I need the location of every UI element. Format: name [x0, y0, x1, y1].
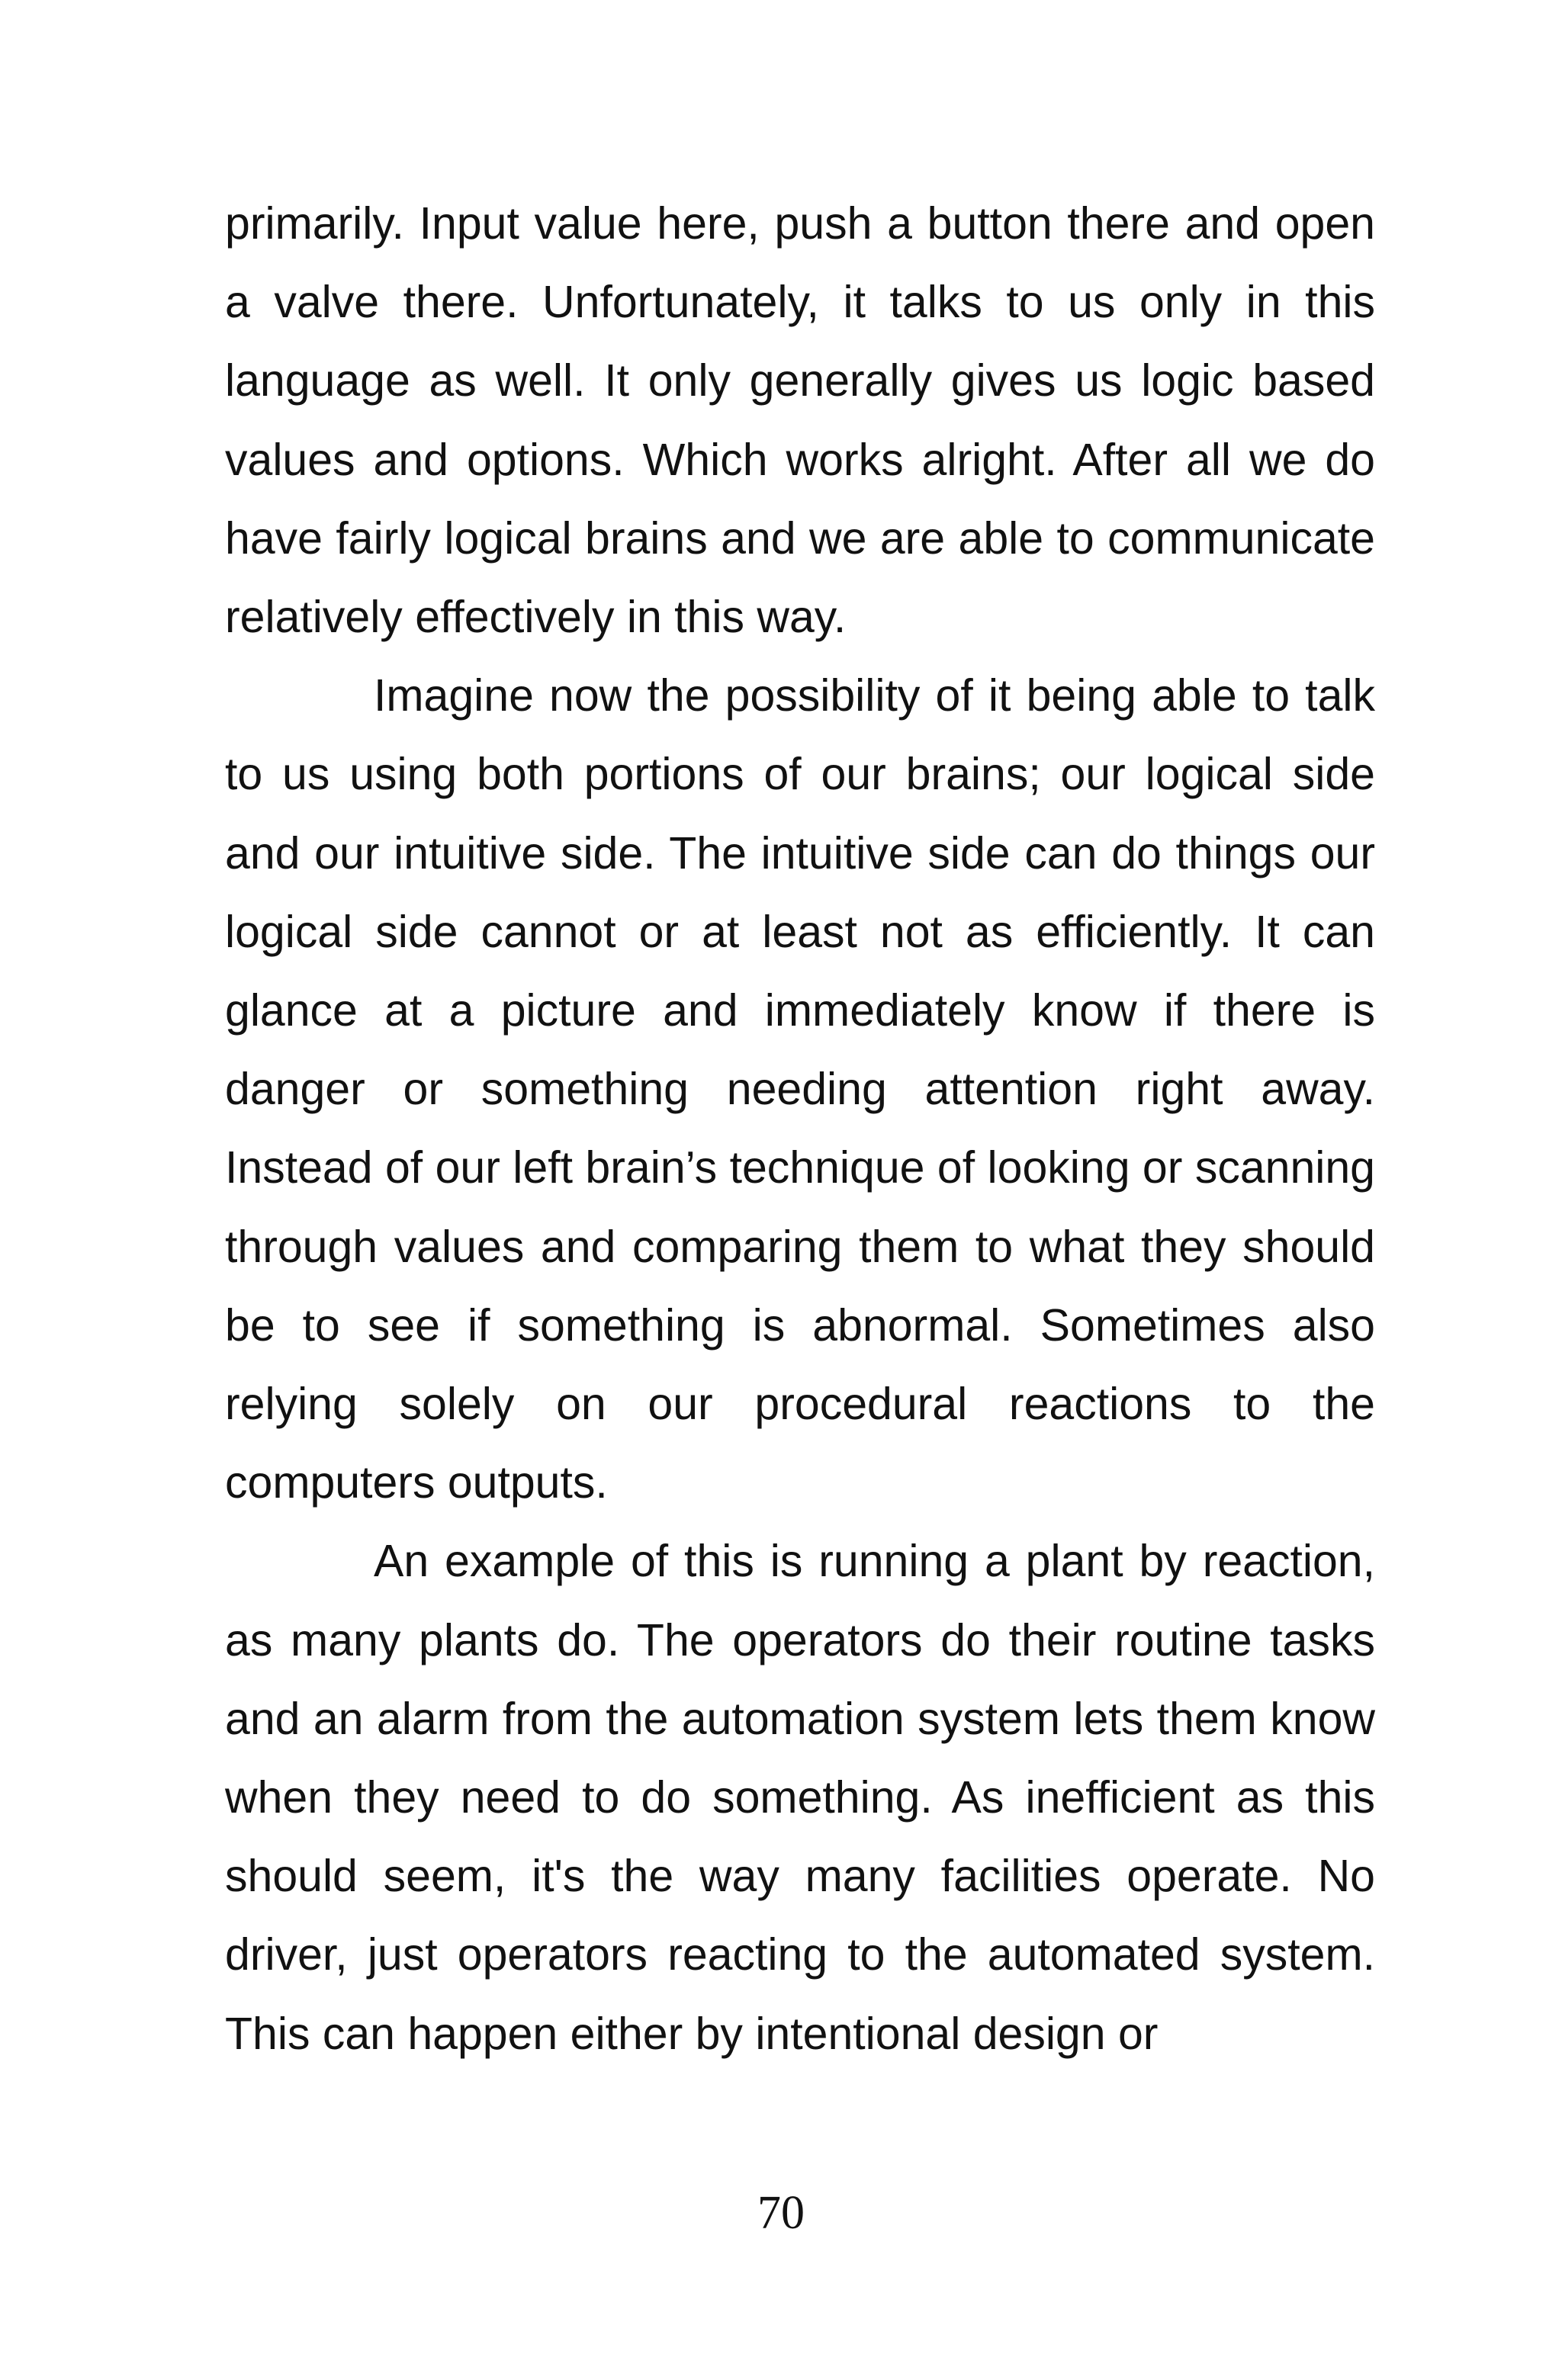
body-text: [225, 185, 1375, 2073]
paragraph-1: primarily. Input value here, push a button there and open a valve there. Unfortunately, it talks to us only in this language as well. It only generally gives us logic based values and options. Which works alright. After all we do have fairly logical brains and we are able to communicate relatively effectively in this way.: [225, 198, 1375, 643]
paragraph-3: An example of this is running a plant by reaction, as many plants do. The operators do their routine tasks and an alarm from the automation system lets them know when they need to do something. As inefficient as this should seem, it's the way many facilities operate. No driver, just operators reacting to the automated system. This can happen either by intentional design or: [225, 1536, 1375, 2059]
paragraph-2: Imagine now the possibility of it being able to talk to us using both portions of our brains; our logical side and our intuitive side. The intuitive side can do things our logical side cannot or at least not as efficiently. It can glance at a picture and immediately know if there is danger or something needing attention right away. Instead of our left brain’s technique of looking or scanning through values and comparing them to what they should be to see if something is abnormal. Sometimes also relying solely on our procedural reactions to the computers outputs.: [225, 670, 1375, 1508]
page-number: 70: [757, 2187, 805, 2239]
